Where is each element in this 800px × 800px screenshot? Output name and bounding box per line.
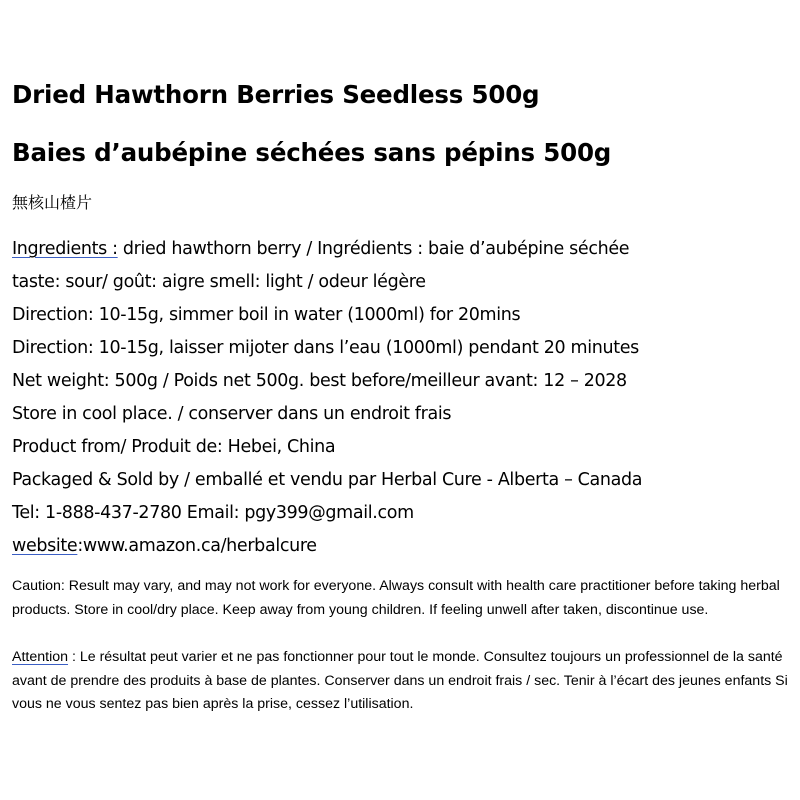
packager-line: Packaged & Sold by / emballé et vendu par Herbal Cure - Alberta – Canada [12,470,643,490]
storage-line: Store in cool place. / conserver dans un endroit frais [12,404,452,424]
chinese-product-name: 無核山楂片 [12,193,93,212]
title-english: Dried Hawthorn Berries Seedless 500g [12,80,540,109]
contact-line: Tel: 1-888-437-2780 Email: pgy399@gmail.com [12,503,414,523]
website-line: website:www.amazon.ca/herbalcure [12,536,317,556]
underlined-text: website [12,536,78,556]
underlined-text: Attention [12,649,69,665]
attention-note: Attention : Le résultat peut varier et ne pas fonctionner pour tout le monde. Consultez toujours un professionnel de la santé avant de prendre des produits à base de plantes. Conserver dans un endroit frais / sec. Tenir à l’écart des jeunes enfants Si vous ne vous sentez pas bien après la prise, cessez l’utilisation. [12,649,788,712]
underlined-text: Ingredients : [12,239,118,259]
direction-english-line: Direction: 10-15g, simmer boil in water (1000ml) for 20mins [12,305,521,325]
caution-note: Caution: Result may vary, and may not work for everyone. Always consult with health care practitioner before taking herbal products. Store in cool/dry place. Keep away from young children. If feeling unwell after taken, discontinue use. [12,578,780,618]
direction-french-line: Direction: 10-15g, laisser mijoter dans l’eau (1000ml) pendant 20 minutes [12,338,639,358]
taste-smell-line: taste: sour/ goût: aigre smell: light / odeur légère [12,272,426,292]
title-french: Baies d’aubépine séchées sans pépins 500g [12,138,612,167]
origin-line: Product from/ Produit de: Hebei, China [12,437,336,457]
net-weight-line: Net weight: 500g / Poids net 500g. best before/meilleur avant: 12 – 2028 [12,371,627,391]
ingredients-line: Ingredients : dried hawthorn berry / Ingrédients : baie d’aubépine séchée [12,239,630,259]
product-details [12,233,642,563]
